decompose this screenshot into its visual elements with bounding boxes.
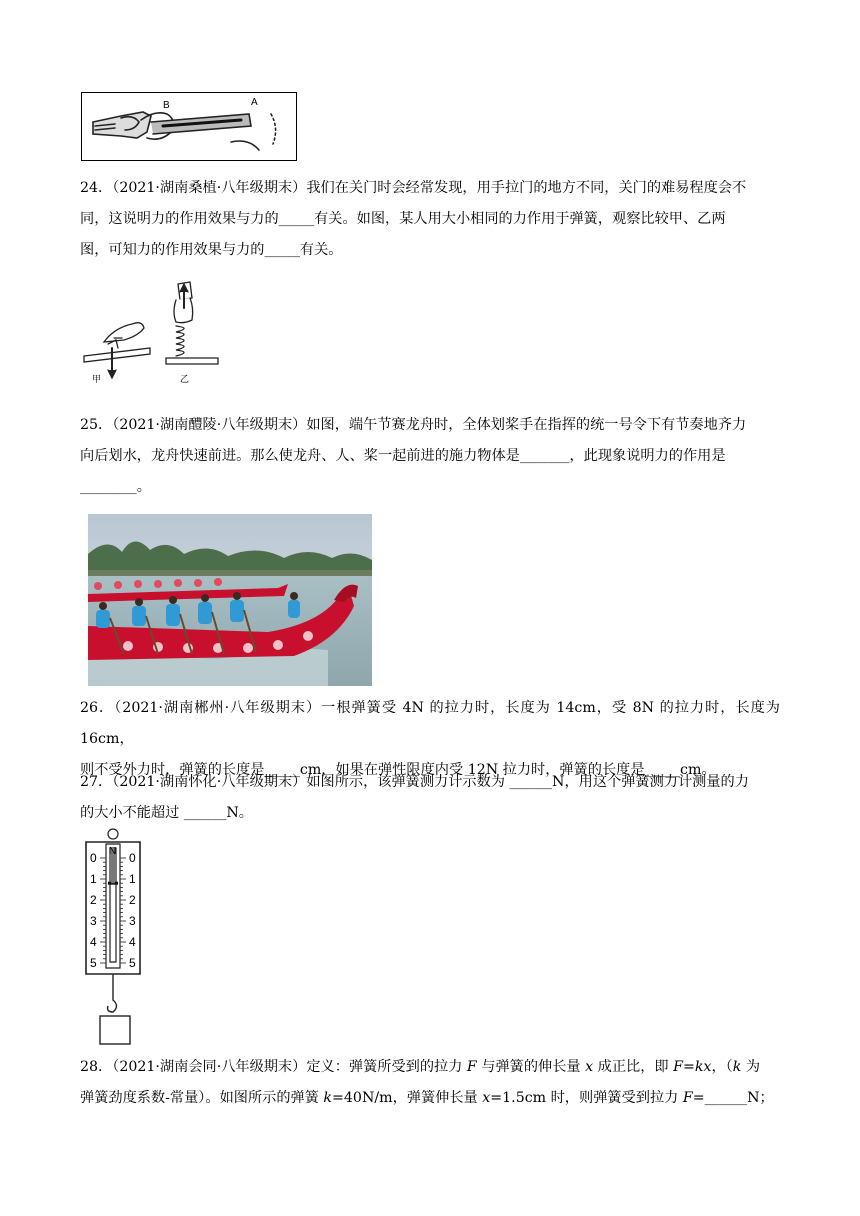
wrench-label-a: A (251, 97, 258, 108)
scale-tick-label-right: 2 (129, 893, 136, 907)
q26-line-2: 则不受外力时，弹簧的长度是_____cm，如果在弹性限度内受 12N 拉力时，弹簧的长度是_____cm。 (80, 762, 716, 778)
scale-tick-label-left: 4 (90, 935, 97, 949)
question-25 (80, 410, 780, 503)
spring-scale-figure (82, 828, 152, 1048)
scale-unit-label: N (109, 846, 117, 857)
q25-line-2: 向后划水，龙舟快速前进。那么使龙舟、人、桨一起前进的施力物体是_______，此现象说明力的作用是 (80, 448, 726, 464)
wrench-label-b: B (163, 100, 170, 111)
q27-line-1: 27．（2021·湖南怀化·八年级期末）如图所示，该弹簧测力计示数为 ______N，用这个弹簧测力计测量的力 (80, 774, 749, 790)
q25-line-3: ________。 (80, 479, 151, 495)
question-27 (80, 767, 780, 829)
dragon-boat-photo (88, 514, 372, 686)
scale-tick-label-left: 0 (90, 851, 97, 865)
q24-line-1: 24．（2021·湖南桑植·八年级期末）我们在关门时会经常发现，用手拉门的地方不同，关门的难易程度会不 (80, 180, 747, 196)
q26-line-1: 26．（2021·湖南郴州·八年级期末）一根弹簧受 4N 的拉力时，长度为 14cm，受 8N 的拉力时，长度为 16cm， (80, 700, 780, 747)
scale-tick-label-left: 2 (90, 893, 97, 907)
q28-line-2: 弹簧劲度系数-常量）。如图所示的弹簧 k=40N/m，弹簧伸长量 x=1.5cm 时，则弹簧受到拉力 F=______N； (80, 1090, 774, 1106)
q28-line-1: 28．（2021·湖南会同·八年级期末）定义：弹簧所受到的拉力 F 与弹簧的伸长量 x 成正比，即 F=kx，（k 为 (80, 1059, 761, 1075)
wrench-figure (81, 92, 297, 161)
spring-hands-figure (80, 278, 230, 384)
fig-label-jia: 甲 (92, 375, 102, 384)
fig-label-yi: 乙 (180, 375, 190, 384)
scale-tick-label-left: 3 (90, 914, 97, 928)
scale-tick-label-right: 3 (129, 914, 136, 928)
scale-tick-label-right: 0 (129, 851, 136, 865)
question-24 (80, 173, 780, 266)
scale-tick-label-right: 1 (129, 872, 136, 886)
question-28 (80, 1052, 780, 1114)
scale-tick-label-left: 1 (90, 872, 97, 886)
scale-tick-label-left: 5 (90, 956, 97, 970)
q24-line-3: 图，可知力的作用效果与力的_____有关。 (80, 242, 343, 258)
scale-tick-label-right: 5 (129, 956, 136, 970)
scale-tick-label-right: 4 (129, 935, 136, 949)
q27-line-2: 的大小不能超过 ______N。 (80, 805, 253, 821)
q24-line-2: 同，这说明力的作用效果与力的_____有关。如图，某人用大小相同的力作用于弹簧，观察比较甲、乙两 (80, 211, 726, 227)
q25-line-1: 25．（2021·湖南醴陵·八年级期末）如图，端午节赛龙舟时，全体划桨手在指挥的统一号令下有节奏地齐力 (80, 417, 747, 433)
